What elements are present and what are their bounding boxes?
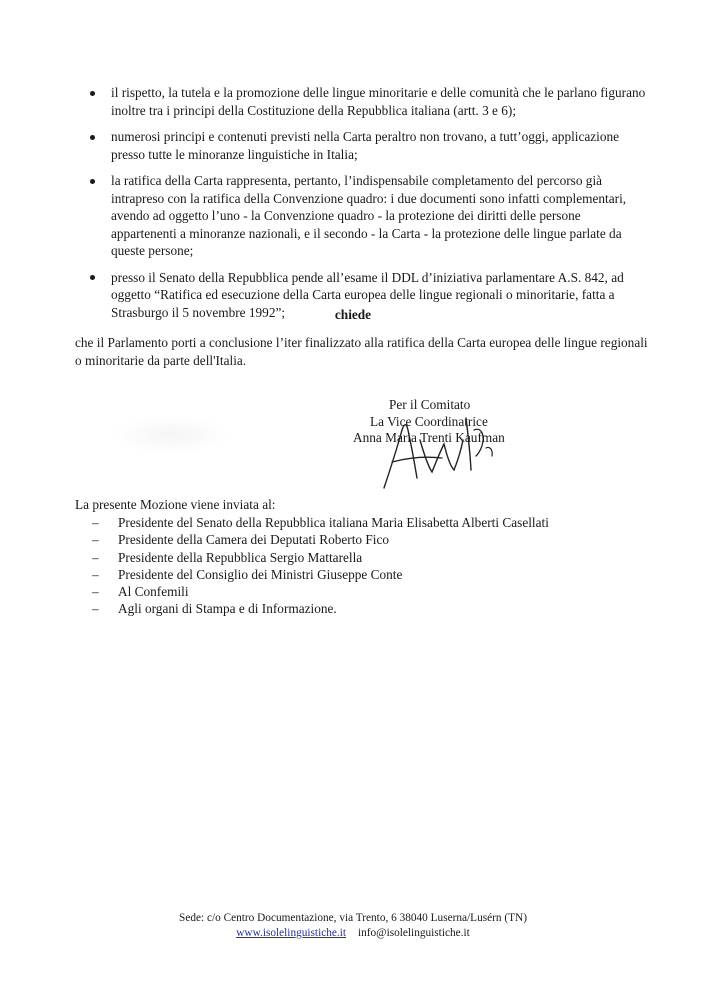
distribution-recipient: Al Confemili [118, 584, 189, 600]
bullet-icon [90, 135, 95, 140]
footer-contacts [0, 926, 706, 941]
bullet-icon [90, 91, 95, 96]
distribution-recipient: Presidente della Repubblica Sergio Mattarella [118, 549, 363, 565]
request-paragraph: che il Parlamento porti a conclusione l’iter finalizzato alla ratifica della Carta europea delle lingue regionali o minoritarie da parte dell'Italia. [75, 335, 648, 368]
premise-item [88, 84, 648, 119]
distribution-recipient: Agli organi di Stampa e di Informazione. [118, 601, 337, 617]
distribution-item [92, 583, 549, 600]
dash-marker: – [92, 584, 99, 600]
distribution-recipient: Presidente del Consiglio dei Ministri Giuseppe Conte [118, 566, 403, 582]
distribution-item [92, 531, 549, 548]
distribution-intro: La presente Mozione viene inviata al: [75, 497, 276, 512]
distribution-recipient: Presidente del Senato della Repubblica italiana Maria Elisabetta Alberti Casellati [118, 515, 549, 530]
premise-text: numerosi principi e contenuti previsti nella Carta peraltro non trovano, a tutt’oggi, applicazione presso tutte le minoranze linguistiche in Italia; [111, 129, 620, 162]
bullet-icon [90, 275, 95, 280]
distribution-item [92, 549, 549, 566]
signature-committee: Per il Comitato [389, 397, 471, 412]
premise-item [88, 128, 648, 163]
premise-text: il rispetto, la tutela e la promozione delle lingue minoritarie e delle comunità che le parlano figurano inoltre tra i principi della Costituzione della Repubblica italiana (artt. 3 e 6); [111, 85, 646, 118]
premise-text: la ratifica della Carta rappresenta, pertanto, l’indispensabile completamento del percorso già intrapreso con la ratifica della Convenzione quadro: i due documenti sono infatti complementari, avendo ad oggetto l’uno - la Convenzione quadro - la protezione dei diritti delle persone appartenenti a minoranze nazionali, e il secondo - la Carta - la protezione delle lingue parlate da queste persone; [111, 173, 627, 258]
dash-marker: – [92, 566, 99, 582]
website-link[interactable]: www.isolelinguistiche.it [236, 927, 346, 939]
footer-address: Sede: c/o Centro Documentazione, via Trento, 6 38040 Luserna/Lusérn (TN) [179, 912, 527, 924]
handwritten-signature [362, 400, 512, 492]
dash-marker: – [92, 532, 99, 548]
scan-smudge [110, 415, 230, 455]
page-footer [0, 911, 706, 941]
distribution-recipient: Presidente della Camera dei Deputati Roberto Fico [118, 532, 390, 548]
distribution-list [92, 514, 549, 618]
distribution-item [92, 514, 549, 531]
signature-name: Anna Maria Trenti Kaufman [353, 430, 505, 445]
premise-text: presso il Senato della Repubblica pende all’esame il DDL d’iniziativa parlamentare A.S. 842, ad oggetto “Ratifica ed esecuzione della Carta europea delle lingue regionali o minoritarie, fatta a Strasburgo il 5 novembre 1992”; [111, 269, 624, 320]
email-address: info@isolelinguistiche.it [357, 927, 470, 939]
bullet-icon [90, 179, 95, 184]
dash-marker: – [92, 515, 99, 530]
dash-marker: – [92, 549, 99, 565]
premises-list [88, 84, 648, 330]
signature-role: La Vice Coordinatrice [370, 413, 488, 429]
request-heading: chiede [334, 307, 372, 322]
dash-marker: – [92, 601, 99, 617]
premise-item [88, 172, 648, 260]
distribution-item [92, 566, 549, 583]
distribution-item [92, 600, 549, 617]
